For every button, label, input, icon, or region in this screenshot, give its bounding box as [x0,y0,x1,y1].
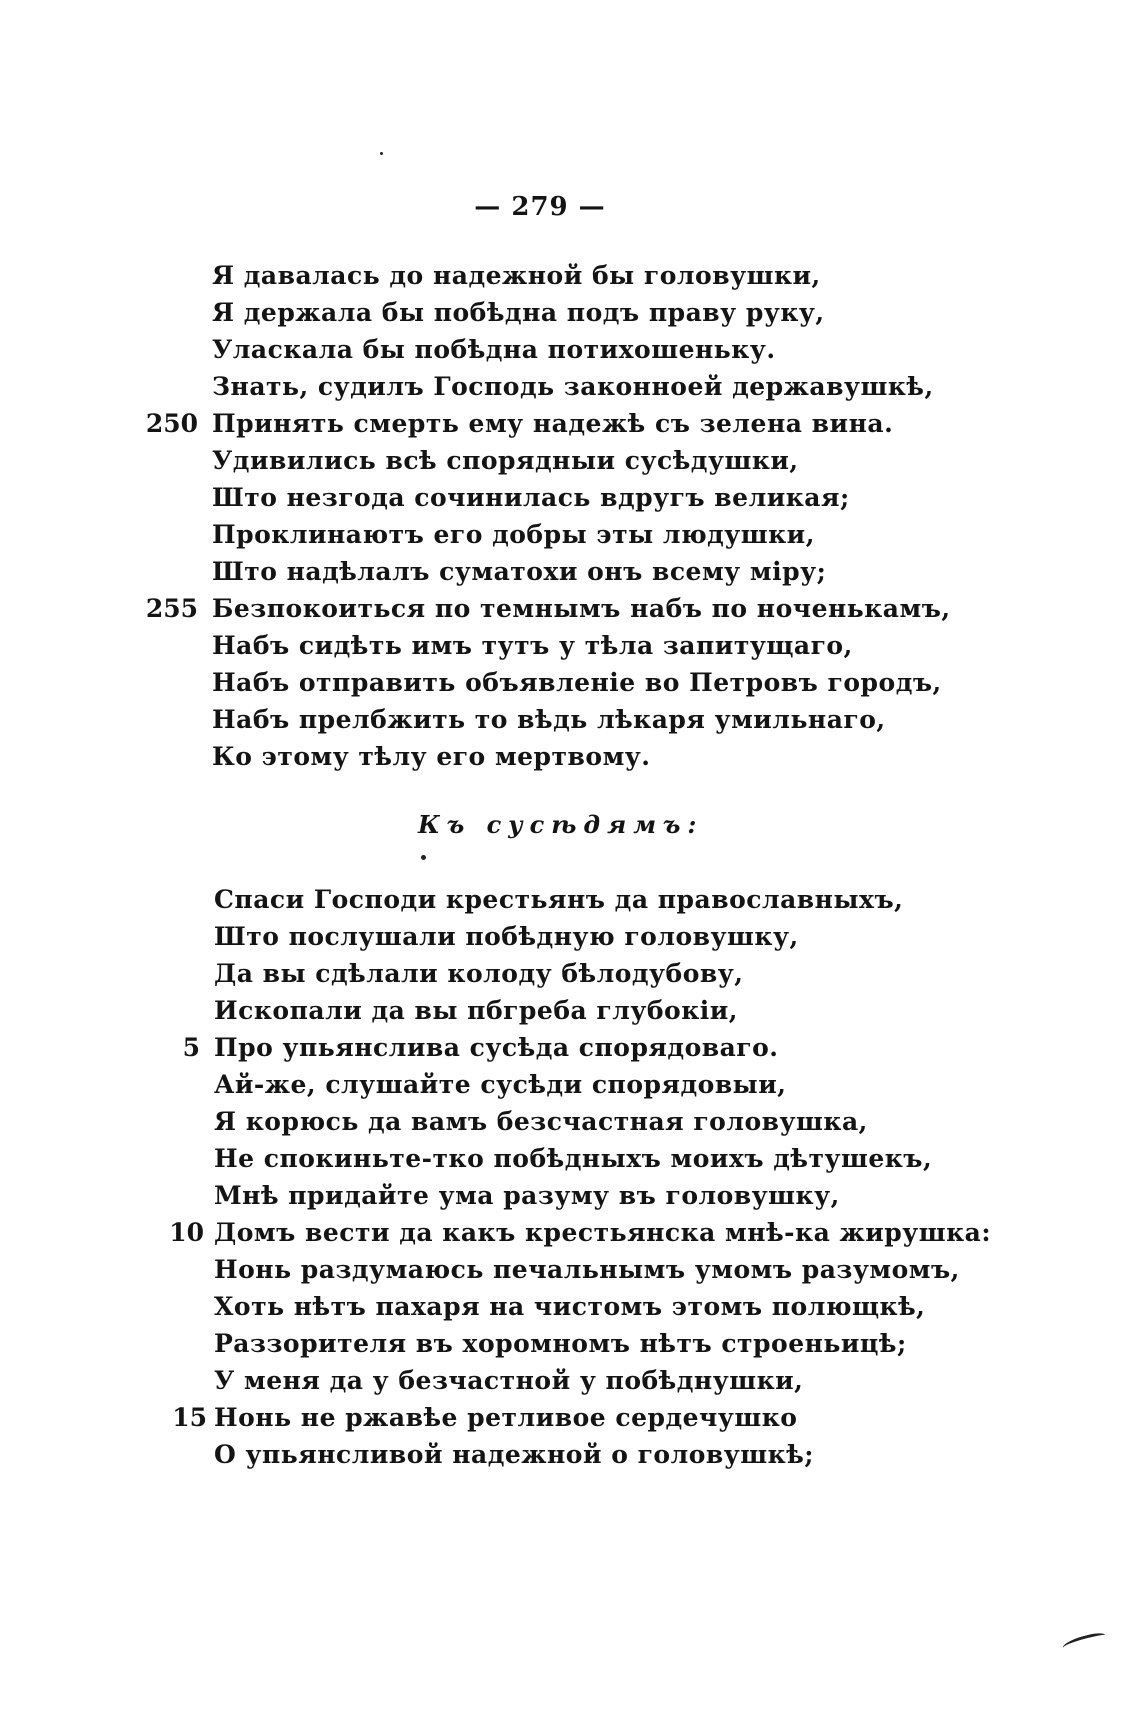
verse-line: Што надѣлалъ суматохи онъ всему міру; [212,557,827,586]
verse-line: Ископали да вы пбгреба глубокіи, [214,996,738,1025]
verse-line: Удивились всѣ спорядныи сусѣдушки, [212,446,799,475]
section-heading: Къ сусѣдямъ: [418,810,704,839]
verse-line: Я давалась до надежной бы головушки, [212,261,821,290]
verse-line: Ко этому тѣлу его мертвому. [212,742,651,771]
print-speck [380,152,383,155]
verse-line: Набъ прелбжить то вѣдь лѣкаря умильнаго, [212,705,886,734]
line-number: 15 [172,1403,207,1432]
verse-line: Уласкала бы побѣдна потихошеньку. [212,335,776,364]
verse-line: Да вы сдѣлали колоду бѣлодубову, [214,959,744,988]
verse-line: У меня да у безчастной у побѣднушки, [214,1366,804,1395]
verse-line: Раззорителя въ хоромномъ нѣтъ строеньицѣ; [214,1329,907,1358]
line-number: 250 [145,409,198,438]
verse-line: Ай-же, слушайте сусѣди спорядовыи, [214,1070,787,1099]
verse-line: Набъ сидѣть имъ тутъ у тѣла запитущаго, [212,631,853,660]
verse-line: Проклинаютъ его добры эты людушки, [212,520,815,549]
verse-line: Я держала бы побѣдна подъ праву руку, [212,298,825,327]
line-number: 5 [182,1033,200,1062]
verse-line: Безпокоиться по темнымъ набъ по ноченькамъ, [212,594,951,623]
verse-line: Я корюсь да вамъ безсчастная головушка, [214,1107,868,1136]
verse-line: Спаси Господи крестьянъ да православныхъ, [214,885,904,914]
verse-line: Мнѣ придайте ума разуму въ головушку, [214,1181,840,1210]
verse-line: Домъ вести да какъ крестьянска мнѣ-ка жирушка: [214,1218,992,1247]
verse-line: О упьянсливой надежной о головушкѣ; [214,1440,815,1469]
verse-line: Принять смерть ему надежѣ съ зелена вина. [212,409,894,438]
line-number: 255 [145,594,198,623]
print-speck [421,855,426,860]
verse-line: Што послушали побѣдную головушку, [214,922,799,951]
verse-line: Нонь раздумаюсь печальнымъ умомъ разумомъ, [214,1255,960,1284]
verse-line: Нонь не ржавѣе ретливое сердечушко [214,1403,798,1432]
scan-edge-mark [1061,1631,1106,1652]
verse-line: Набъ отправить объявленіе во Петровъ городъ, [212,668,942,697]
page-number: — 279 — [474,192,606,222]
verse-line: Про упьянслива сусѣда спорядоваго. [214,1033,779,1062]
verse-line: Хоть нѣтъ пахаря на чистомъ этомъ полющкѣ, [214,1292,926,1321]
verse-line: Што незгода сочинилась вдругъ великая; [212,483,850,512]
verse-line: Не спокиньте-тко побѣдныхъ моихъ дѣтушекъ, [214,1144,933,1173]
verse-line: Знать, судилъ Господь законноей державушкѣ, [212,372,934,401]
line-number: 10 [169,1218,204,1247]
